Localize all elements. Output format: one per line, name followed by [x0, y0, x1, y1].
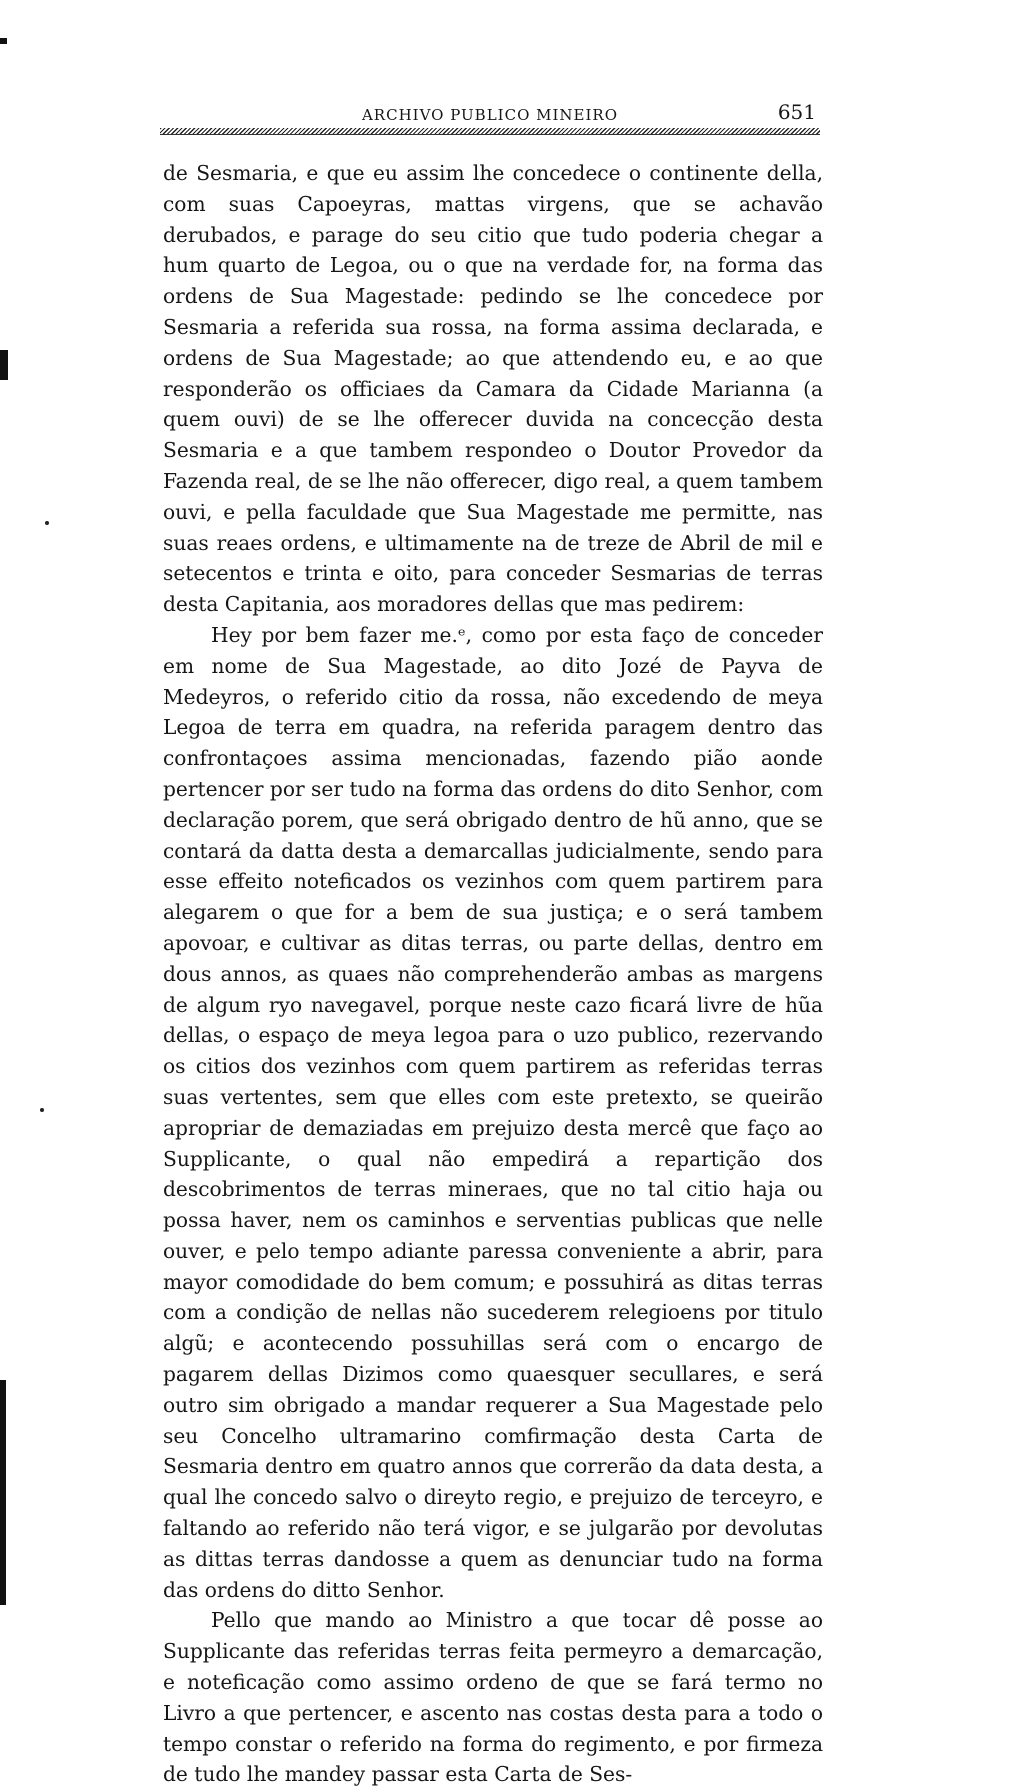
- scan-edge-mark: [0, 1380, 6, 1605]
- page-number: 651: [777, 100, 816, 124]
- paragraph: Pello que mando ao Ministro a que tocar dê posse ao Supplicante das referidas terras feita permeyro a demarcação, e noteficação como assimo ordeno de que se fará termo no Livro a que pertencer, e ascento nas costas desta para a todo o tempo constar o referido na forma do regimento, e por firmeza de tudo lhe mandey passar esta Carta de Ses-: [163, 1608, 823, 1787]
- scan-speck: [45, 521, 49, 525]
- body-text: [163, 158, 823, 1790]
- header-rule: [160, 128, 820, 135]
- scan-edge-mark: [0, 350, 8, 380]
- scan-speck: [40, 1108, 44, 1112]
- scan-edge-mark: [0, 38, 7, 44]
- page-header: [160, 100, 820, 130]
- paragraph: de Sesmaria, e que eu assim lhe concedece o continente della, com suas Capoeyras, mattas virgens, que se achavão derubados, e parage do seu citio que tudo poderia chegar a hum quarto de Legoa, ou o que na verdade for, na forma das ordens de Sua Magestade: pedindo se lhe concedece por Sesmaria a referida sua rossa, na forma assima declarada, e ordens de Sua Magestade; ao que attendendo eu, e ao que responderão os officiaes da Camara da Cidade Marianna (a quem ouvi) de se lhe offerecer duvida na concecção desta Sesmaria e a que tambem respondeo o Doutor Provedor da Fazenda real, de se lhe não offerecer, digo real, a quem tambem ouvi, e pella faculdade que Sua Magestade me permitte, nas suas reaes ordens, e ultimamente na de treze de Abril de mil e setecentos e trinta e oito, para conceder Sesmarias de terras desta Capitania, aos moradores dellas que mas pedirem:: [163, 161, 823, 617]
- running-head: ARCHIVO PUBLICO MINEIRO: [361, 106, 619, 124]
- paragraph: Hey por bem fazer me.ᵉ, como por esta faço de conceder em nome de Sua Magestade, ao dito Jozé de Payva de Medeyros, o referido citio da rossa, não excedendo de meya Legoa de terra em quadra, na referida paragem dentro das confrontaçoes assima mencionadas, fazendo pião aonde pertencer por ser tudo na forma das ordens do dito Senhor, com declaração porem, que será obrigado dentro de hũ anno, que se contará da datta desta a demarcallas judicialmente, sendo para esse effeito noteficados os vezinhos com quem partirem para alegarem o que for a bem de sua justiça; e o será tambem apovoar, e cultivar as ditas terras, ou parte dellas, dentro em dous annos, as quaes não comprehenderão ambas as margens de algum ryo navegavel, porque neste cazo ficará livre de hũa dellas, o espaço de meya legoa para o uzo publico, rezervando os citios dos vezinhos com quem partirem as referidas terras suas vertentes, sem que elles com este pretexto, se queirão apropriar de demaziadas em prejuizo desta mercê que faço ao Supplicante, o qual não empedirá a repartição dos descobrimentos de terras mineraes, que no tal citio haja ou possa haver, nem os caminhos e serventias publicas que nelle ouver, e pelo tempo adiante paressa conveniente a abrir, para mayor comodidade do bem comum; e possuhirá as ditas terras com a condição de nellas não sucederem relegioens por titulo algũ; e acontecendo possuhillas será com o encargo de pagarem dellas Dizimos como quaesquer secullares, e será outro sim obrigado a mandar requerer a Sua Magestade pelo seu Concelho ultramarino comfirmação desta Carta de Sesmaria dentro em quatro annos que correrão da data desta, a qual lhe concedo salvo o direyto regio, e prejuizo de terceyro, e faltando ao referido não terá vigor, e se julgarão por devolutas as dittas terras dandosse a quem as denunciar tudo na forma das ordens do ditto Senhor.: [163, 622, 823, 1602]
